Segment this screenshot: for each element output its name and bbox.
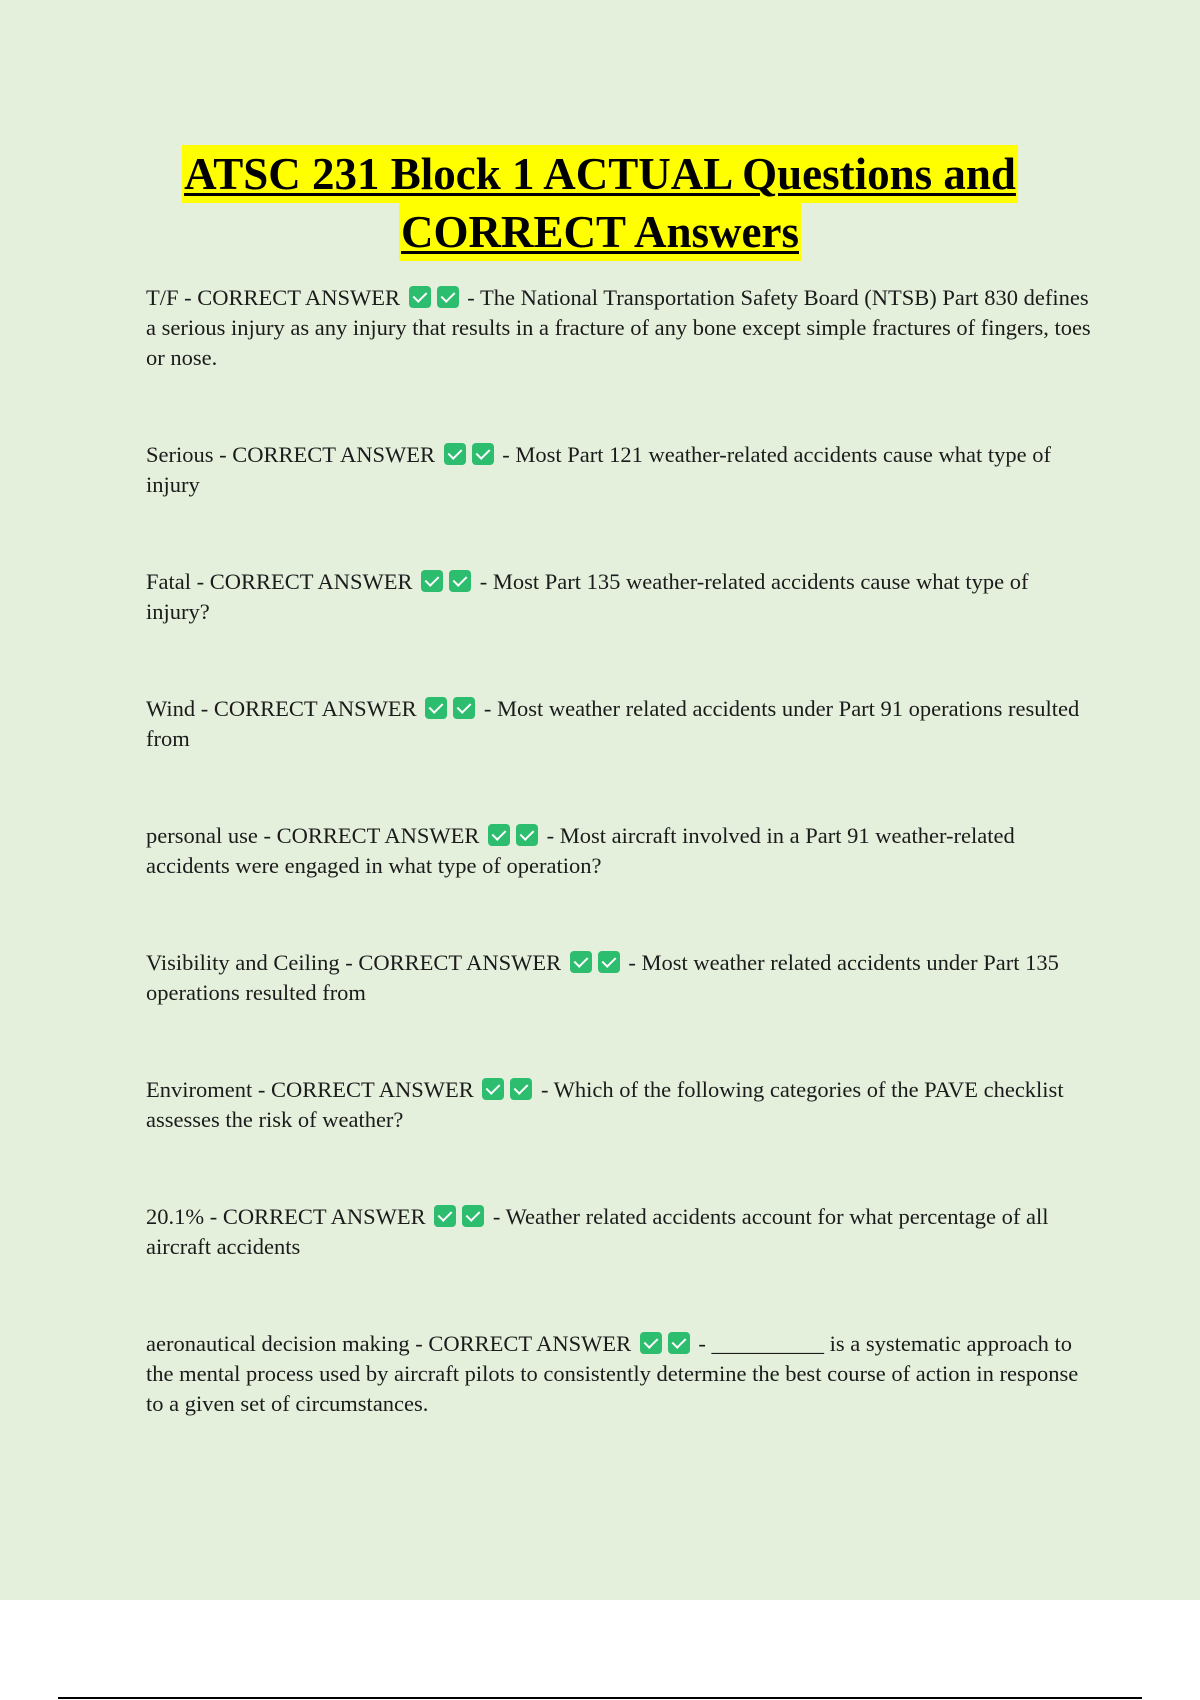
correct-answer-marker: - CORRECT ANSWER bbox=[204, 1204, 426, 1229]
check-mark-icon bbox=[482, 1078, 504, 1100]
title-line-2: CORRECT Answers bbox=[399, 203, 801, 261]
qa-item bbox=[146, 1329, 1096, 1419]
check-mark-icon bbox=[449, 570, 471, 592]
question-text: - Most weather related accidents under Part 135 operations resulted from bbox=[146, 950, 1059, 1005]
check-mark-icon bbox=[421, 570, 443, 592]
check-mark-icon bbox=[409, 286, 431, 308]
footer-divider bbox=[58, 1697, 1142, 1699]
question-text: - Weather related accidents account for what percentage of all aircraft accidents bbox=[146, 1204, 1049, 1259]
correct-answer-marker: - CORRECT ANSWER bbox=[252, 1077, 474, 1102]
check-mark-icon bbox=[472, 443, 494, 465]
correct-answer-marker: - CORRECT ANSWER bbox=[213, 442, 435, 467]
question-text: - Most aircraft involved in a Part 91 weather-related accidents were engaged in what type of operation? bbox=[146, 823, 1015, 878]
question-text: - Which of the following categories of the PAVE checklist assesses the risk of weather? bbox=[146, 1077, 1064, 1132]
title-line-1: ATSC 231 Block 1 ACTUAL Questions and bbox=[182, 145, 1018, 203]
qa-item bbox=[146, 440, 1096, 500]
check-mark-icon bbox=[453, 697, 475, 719]
correct-answer-marker: - CORRECT ANSWER bbox=[339, 950, 562, 975]
check-mark-icon bbox=[462, 1205, 484, 1227]
correct-answer-marker: - CORRECT ANSWER bbox=[257, 823, 480, 848]
qa-item bbox=[146, 1075, 1096, 1135]
check-mark-icon bbox=[444, 443, 466, 465]
check-mark-icon bbox=[425, 697, 447, 719]
qa-item bbox=[146, 567, 1096, 627]
check-mark-icon bbox=[437, 286, 459, 308]
question-text: - __________ is a systematic approach to the mental process used by aircraft pilots to consistently determine the best course of action in response to a given set of circumstances. bbox=[146, 1331, 1079, 1416]
answer-text: T/F bbox=[146, 285, 179, 310]
check-mark-icon bbox=[640, 1332, 662, 1354]
qa-item bbox=[146, 948, 1096, 1008]
question-text: - Most weather related accidents under Part 91 operations resulted from bbox=[146, 696, 1080, 751]
answer-text: Fatal bbox=[146, 569, 191, 594]
answer-text: Wind bbox=[146, 696, 196, 721]
question-text: - The National Transportation Safety Board (NTSB) Part 830 defines a serious injury as any injury that results in a fracture of any bone except simple fractures of fingers, toes or nose. bbox=[146, 285, 1091, 370]
question-text: - Most Part 135 weather-related accidents cause what type of injury? bbox=[146, 569, 1029, 624]
qa-item bbox=[146, 283, 1096, 373]
check-mark-icon bbox=[434, 1205, 456, 1227]
qa-item bbox=[146, 694, 1096, 754]
answer-text: aeronautical decision making bbox=[146, 1331, 410, 1356]
answer-text: Enviroment bbox=[146, 1077, 253, 1102]
qa-item bbox=[146, 1202, 1096, 1262]
check-mark-icon bbox=[488, 824, 510, 846]
correct-answer-marker: - CORRECT ANSWER bbox=[178, 285, 400, 310]
check-mark-icon bbox=[668, 1332, 690, 1354]
question-text: - Most Part 121 weather-related accidents cause what type of injury bbox=[146, 442, 1051, 497]
check-mark-icon bbox=[516, 824, 538, 846]
correct-answer-marker: - CORRECT ANSWER bbox=[195, 696, 417, 721]
check-mark-icon bbox=[510, 1078, 532, 1100]
document-title bbox=[0, 145, 1200, 261]
check-mark-icon bbox=[570, 951, 592, 973]
answer-text: personal use bbox=[146, 823, 258, 848]
qa-item bbox=[146, 821, 1096, 881]
answer-text: Serious bbox=[146, 442, 214, 467]
answer-text: 20.1% bbox=[146, 1204, 205, 1229]
check-mark-icon bbox=[598, 951, 620, 973]
answer-text: Visibility and Ceiling bbox=[146, 950, 340, 975]
correct-answer-marker: - CORRECT ANSWER bbox=[409, 1331, 632, 1356]
correct-answer-marker: - CORRECT ANSWER bbox=[191, 569, 413, 594]
